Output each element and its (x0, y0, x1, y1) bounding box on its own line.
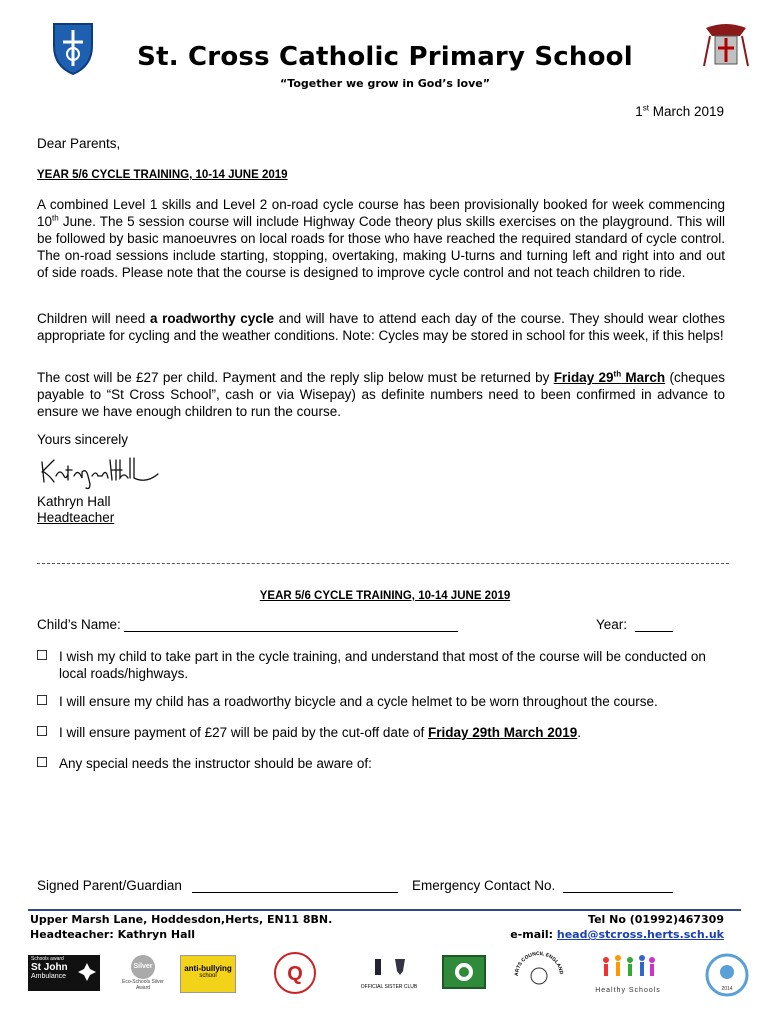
payment-checkbox[interactable] (37, 726, 47, 736)
footer-rule (28, 909, 741, 911)
child-name-field[interactable] (124, 631, 458, 632)
paragraph-1: A combined Level 1 skills and Level 2 on-road cycle course has been provisionally booked for week commencing 10th June. The 5 session course will include Highway Code theory plus skills exercises on the playground. This will be followed by basic manoeuvres on local roads for those who have reached the required standard of cycle control. The on-road sessions include starting, stopping, overtaking, making U-turns and turning left and right into and out of side roads. Please note that the course is designed to improve cycle control and not teach children to ride. (37, 197, 725, 280)
signature-field[interactable] (192, 892, 398, 893)
eco-schools-logo: Silver Eco-Schools Silver Award (118, 955, 168, 991)
paragraph-3: The cost will be £27 per child. Payment and the reply slip below must be returned by Friday 29th March (cheques payable to “St Cross School”, cash or via Wisepay) as definite numbers need to been confirmed in advance to ensure we have enough children to run the course. (37, 369, 726, 419)
bicycle-checkbox[interactable] (37, 695, 47, 705)
quality-mark-icon (272, 950, 318, 996)
participate-checkbox[interactable] (37, 650, 47, 660)
svg-text:Q: Q (287, 963, 303, 985)
salutation: Dear Parents, (37, 136, 121, 151)
child-name-label: Child’s Name: (37, 617, 121, 632)
closing: Yours sincerely (37, 432, 129, 447)
footer-address: Upper Marsh Lane, Hoddesdon,Herts, EN11 8BN. (30, 913, 333, 926)
quality-award-logo: 2014 (704, 952, 750, 998)
school-motto: “Together we grow in God’s love” (280, 77, 490, 90)
checkbox-row-participate: I wish my child to take part in the cycle training, and understand that most of the course will be conducted on local roads/highways. (37, 648, 737, 682)
year-field[interactable] (635, 631, 673, 632)
arts-council-logo (512, 950, 566, 996)
signed-label: Signed Parent/Guardian (37, 878, 182, 893)
checkbox-row-bicycle: I will ensure my child has a roadworthy bicycle and a cycle helmet to be worn throughout the course. (37, 693, 737, 710)
school-name: St. Cross Catholic Primary School (137, 42, 633, 72)
footer-tel: Tel No (01992)467309 (588, 913, 724, 926)
paragraph-2: Children will need a roadworthy cycle and will have to attend each day of the course. They should wear clothes appropriate for cycling and the weather conditions. Note: Cycles may be stored in school for this week, if this helps! (37, 311, 725, 343)
green-flag-logo (442, 955, 486, 989)
signature-image (36, 454, 161, 490)
letter-date: 1st March 2019 (635, 103, 724, 119)
letter-subject: YEAR 5/6 CYCLE TRAINING, 10-14 JUNE 2019 (37, 169, 288, 181)
spurs-crest-icon (367, 955, 411, 979)
emergency-label: Emergency Contact No. (412, 878, 556, 893)
healthy-schools-figures-icon (598, 952, 658, 982)
footer-headteacher: Headteacher: Kathryn Hall (30, 928, 196, 941)
footer-email-line: e-mail: head@stcross.herts.sch.uk (510, 928, 724, 941)
reply-slip-heading: YEAR 5/6 CYCLE TRAINING, 10-14 JUNE 2019 (259, 590, 511, 602)
emergency-field[interactable] (563, 892, 673, 893)
healthy-schools-logo: Healthy Schools (592, 952, 664, 994)
checkbox-row-special-needs: Any special needs the instructor should be aware of: (37, 755, 737, 772)
cut-line (37, 563, 729, 564)
svg-text:ARTS COUNCIL ENGLAND: ARTS COUNCIL ENGLAND (513, 950, 564, 977)
checkbox-row-payment: I will ensure payment of £27 will be paid by the cut-off date of Friday 29th March 2019. (37, 724, 737, 741)
sister-club-logo: OFFICIAL SISTER CLUB (354, 955, 424, 990)
anti-bullying-logo: anti-bullying school (180, 955, 236, 993)
signer-name: Kathryn Hall (37, 494, 111, 509)
signer-title: Headteacher (37, 510, 115, 525)
year-label: Year: (596, 617, 628, 632)
special-needs-checkbox[interactable] (37, 757, 47, 767)
email-link[interactable]: head@stcross.herts.sch.uk (556, 928, 724, 941)
deadline-date: Friday 29th March (553, 369, 666, 385)
st-john-logo: Schools award St John Ambulance (28, 955, 100, 991)
